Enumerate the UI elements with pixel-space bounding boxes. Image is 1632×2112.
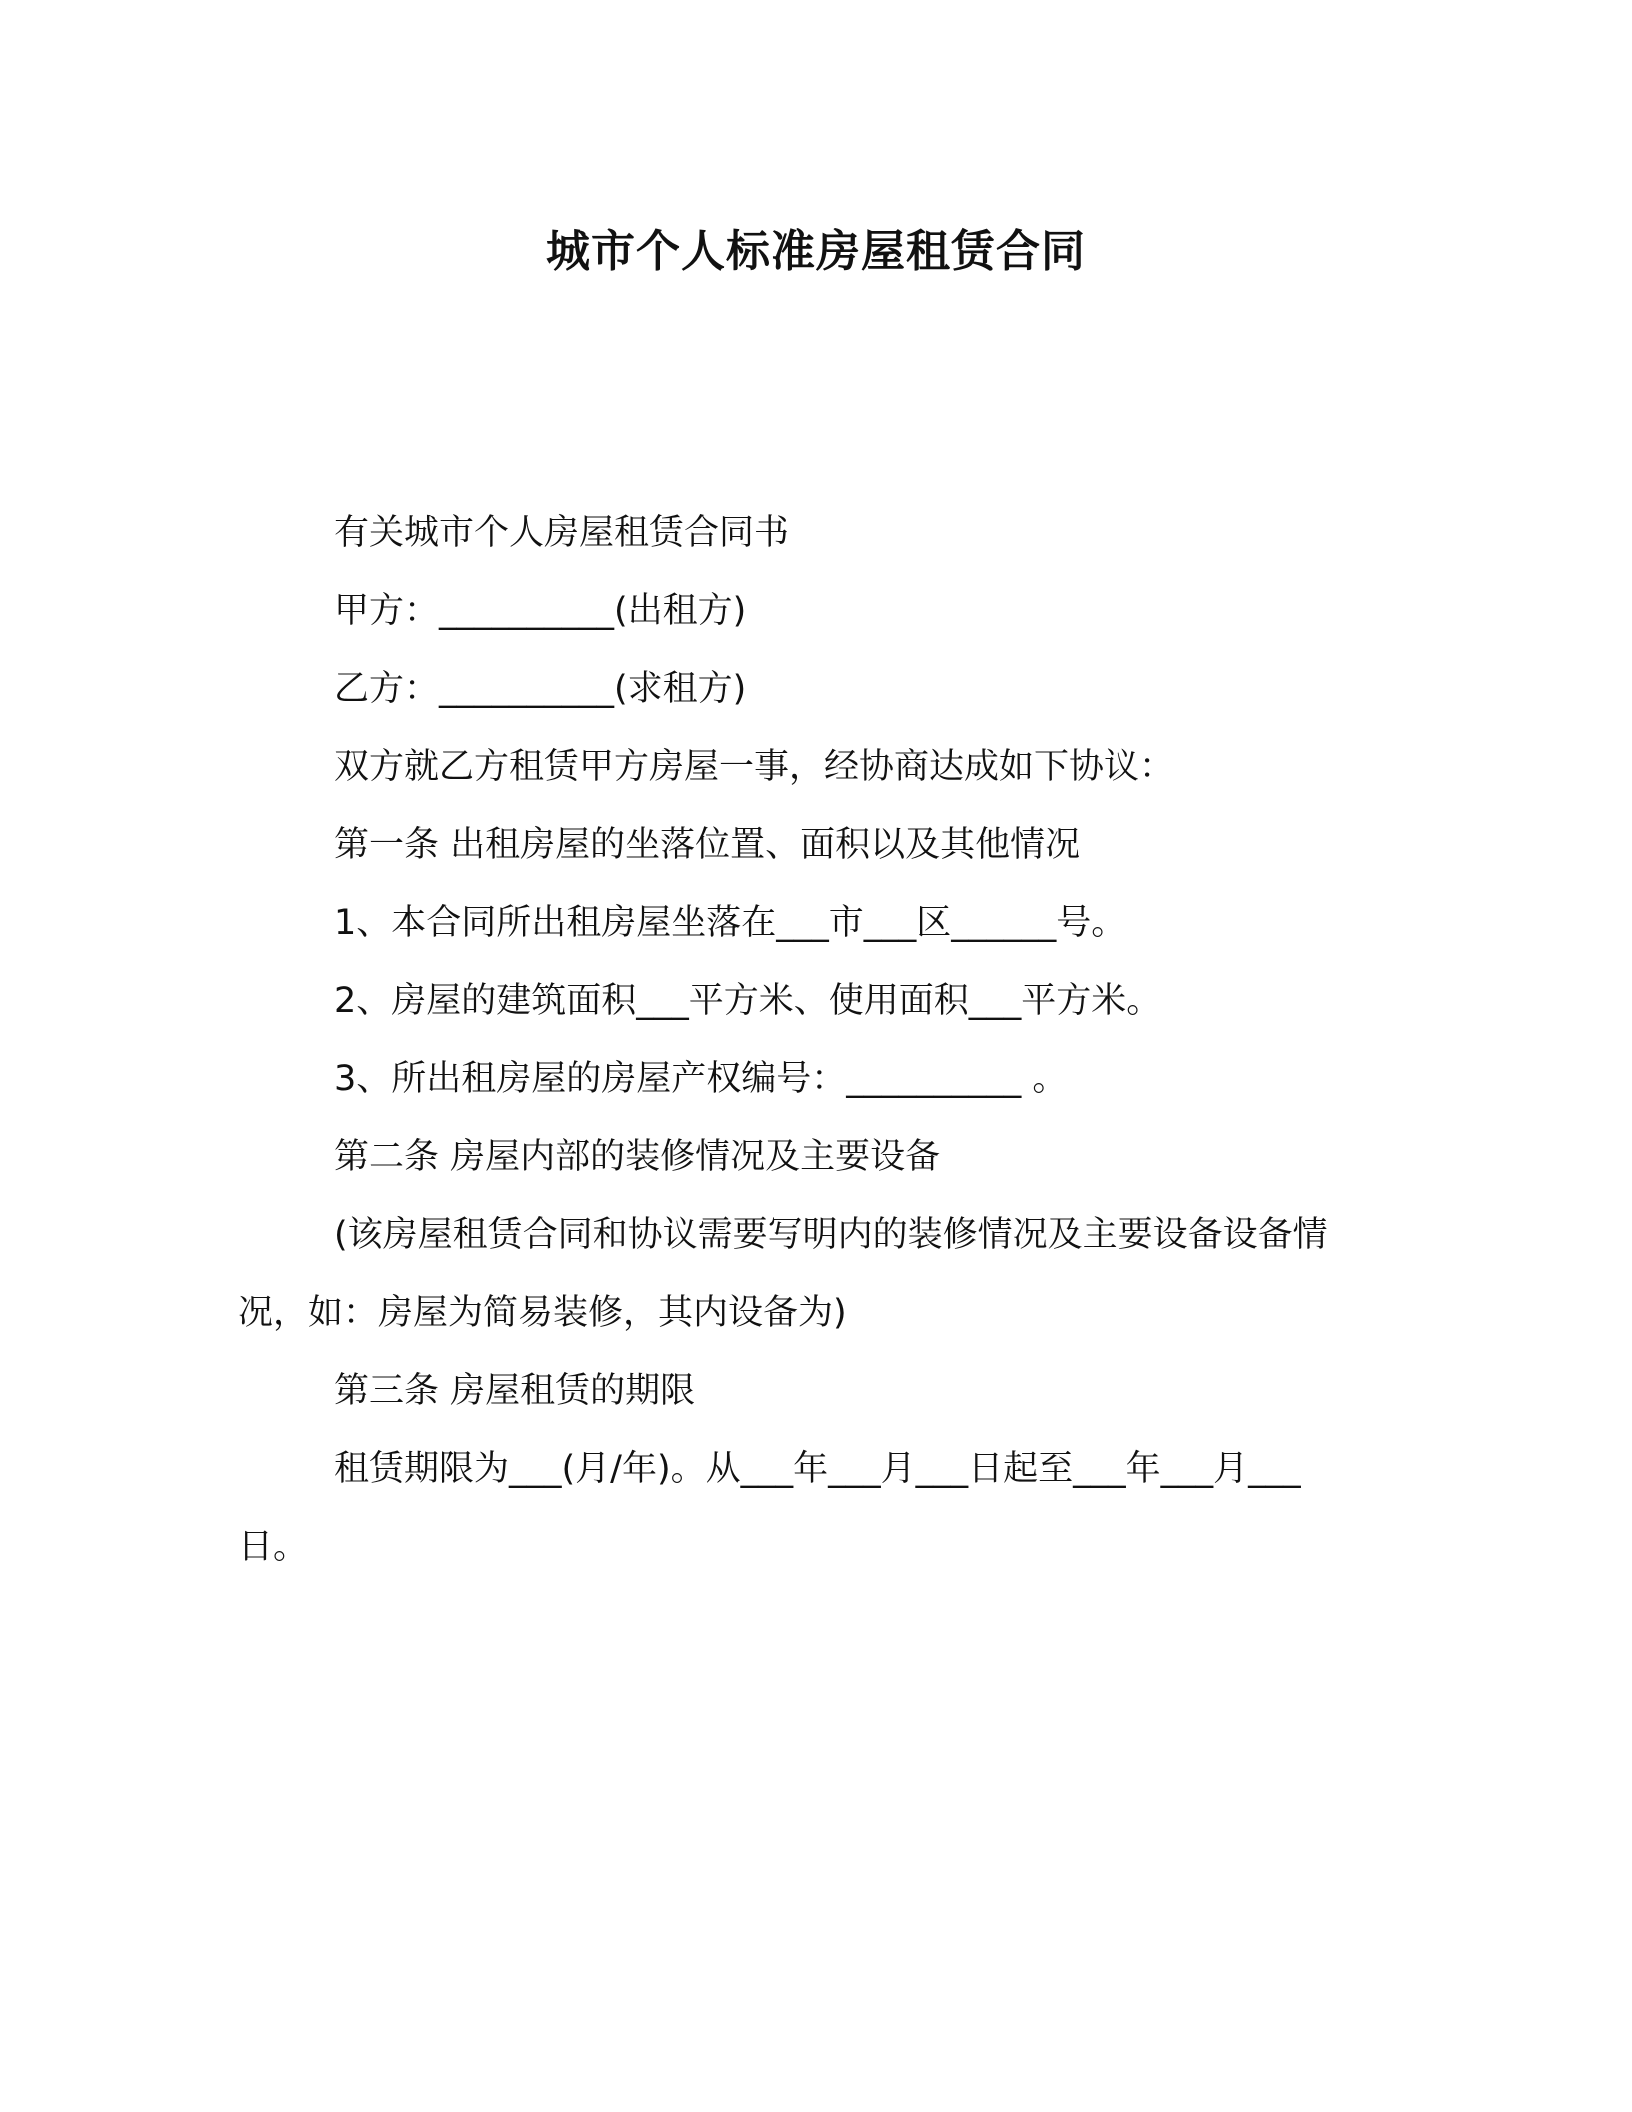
article-one-item-3: 3、所出租房屋的房屋产权编号：__________ 。: [334, 1059, 1068, 1099]
article-two-note: (该房屋租赁合同和协议需要写明内的装修情况及主要设备设备情况，如：房屋为简易装修，其内设备为): [238, 1215, 1328, 1333]
lease-term-line: 租赁期限为___(月/年)。从___年___月___日起至___年___月___日。: [238, 1449, 1301, 1567]
document-title: 城市个人标准房屋租赁合同: [546, 226, 1086, 277]
article-one-item-2: 2、房屋的建筑面积___平方米、使用面积___平方米。: [334, 981, 1162, 1021]
paragraph-heading: 有关城市个人房屋租赁合同书: [334, 513, 790, 553]
agreement-intro: 双方就乙方租赁甲方房屋一事，经协商达成如下协议：: [334, 747, 1175, 787]
article-one-title: 第一条 出租房屋的坐落位置、面积以及其他情况: [334, 825, 1081, 865]
party-a-line: 甲方：__________(出租方): [334, 591, 747, 631]
party-b-line: 乙方：__________(求租方): [334, 669, 747, 709]
article-one-item-1: 1、本合同所出租房屋坐落在___市___区______号。: [334, 903, 1127, 943]
document-body: [238, 494, 1358, 1586]
article-two-title: 第二条 房屋内部的装修情况及主要设备: [334, 1137, 941, 1177]
article-three-title: 第三条 房屋租赁的期限: [334, 1371, 696, 1411]
